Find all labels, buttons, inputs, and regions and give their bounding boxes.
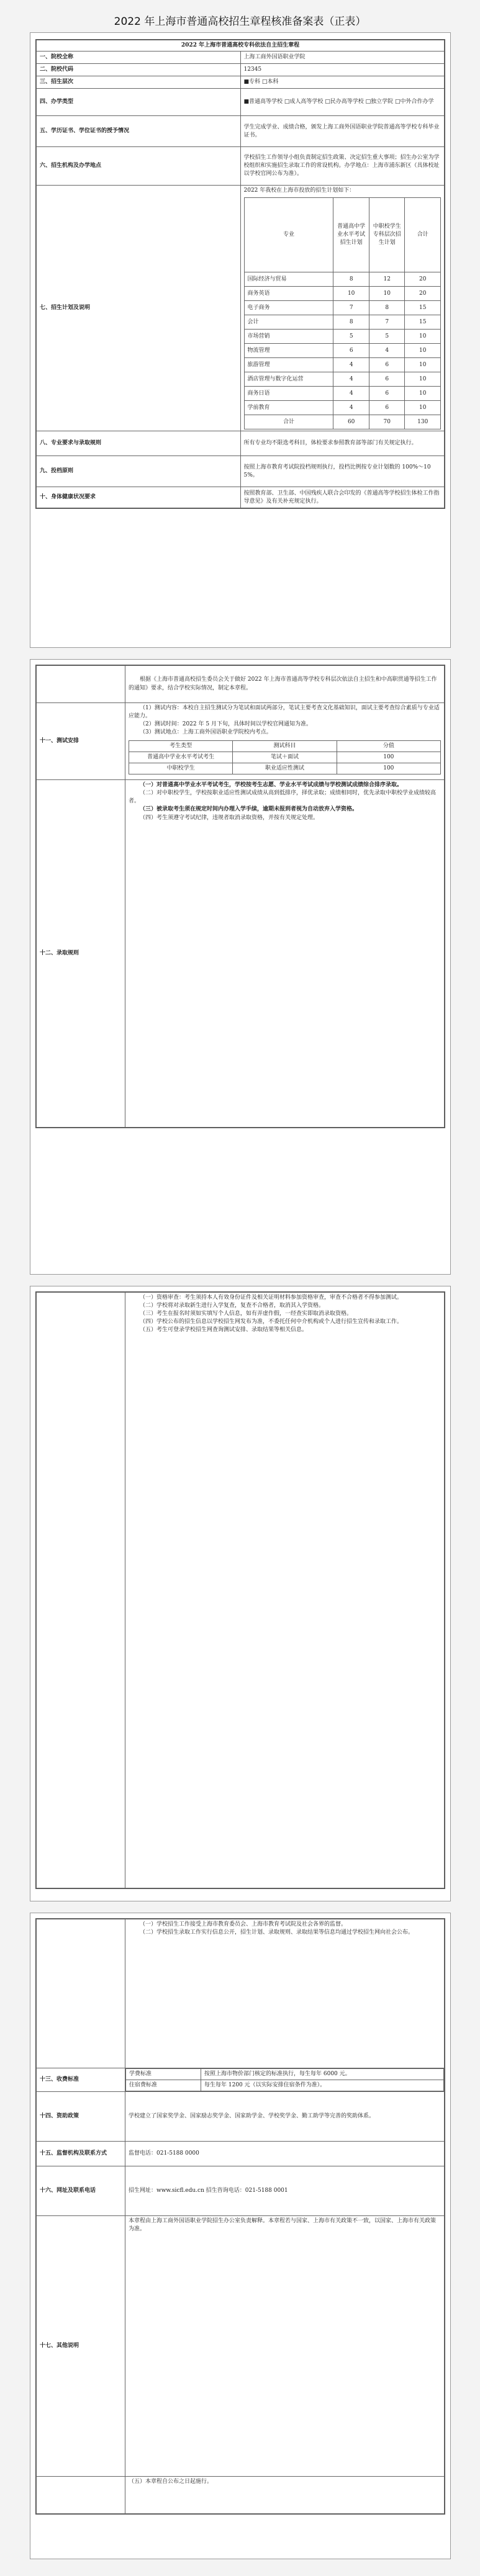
test-cell: 100: [337, 752, 440, 763]
test-cell: 普通高中学业水平考试考生: [129, 752, 233, 763]
plan-cell: 6: [333, 344, 369, 358]
content-cell: [125, 1919, 445, 2068]
row-label: 十七、其他说明: [37, 2216, 125, 2477]
plan-cell: 10: [405, 330, 441, 344]
form-table-2: [36, 665, 445, 1128]
form-table-4: [36, 1919, 445, 2514]
row-value: 招生网址：www.sicfl.edu.cn 招生咨询电话：021-5188 0001: [125, 2166, 445, 2216]
plan-cell: 7: [333, 301, 369, 315]
intro-text: 根据《上海市普通高校招生委员会关于做好 2022 年上海市普通高等学校专科层次依法自主招生和中高职贯通等招生工作的通知》要求，结合学校实际情况，制定本章程。: [125, 666, 445, 703]
plan-header: 普通高中学业水平考试招生计划: [333, 198, 369, 272]
test-header: 考生类型: [129, 741, 233, 752]
row-value: 本章程由上海工商外国语职业学院招生办公室负责解释。本章程若与国家、上海市有关政策不一致，以国家、上海市有关政策为准。: [125, 2216, 445, 2477]
row-label: 九、投档原则: [37, 456, 241, 487]
plan-cell: 6: [369, 401, 405, 415]
plan-cell: 4: [333, 358, 369, 372]
sheet-4: [30, 1913, 451, 2559]
form-header: 2022 年上海市普通高校专科依法自主招生章程: [37, 40, 445, 52]
plan-total: 130: [405, 415, 441, 429]
plan-cell: 会计: [244, 315, 333, 330]
content-cell: [125, 1293, 445, 1888]
row-label: 七、招生计划及说明: [37, 186, 241, 431]
test-header: 测试科目: [233, 741, 337, 752]
plan-cell: 6: [369, 358, 405, 372]
test-table: [129, 740, 441, 774]
para: （一）学校招生工作接受上海市教育委员会、上海市教育考试院及社会各界的监督。: [140, 1921, 347, 1928]
plan-cell: 5: [369, 330, 405, 344]
para: （3）测试地点：上海工商外国语职业学院校内考点。: [140, 729, 272, 736]
plan-cell: 12: [369, 272, 405, 287]
plan-header: 合计: [405, 198, 441, 272]
fees-cell: [125, 2068, 445, 2092]
plan-cell: 8: [333, 272, 369, 287]
row-value: 按照教育部、卫生部、中国残疾人联合会印发的《普通高等学校招生体检工作指导意见》及有关补充规定执行。: [240, 487, 445, 508]
plan-cell: 10: [369, 287, 405, 301]
para: （三）被录取考生须在规定时间内办理入学手续，逾期未报到者视为自动放弃入学资格。: [140, 806, 358, 813]
para: （一）对普通高中学业水平考试考生，学校按考生志愿、学业水平考试成绩与学校测试成绩综合排序录取。: [140, 782, 403, 789]
row-label: 六、招生机构及办学地点: [37, 147, 241, 186]
test-cell: 职业适应性测试: [233, 763, 337, 774]
row-label: 十五、监督机构及联系方式: [37, 2142, 125, 2166]
plan-cell: 6: [369, 387, 405, 401]
row-value: 学校招生工作领导小组负责制定招生政策、决定招生重大事项；招生办公室为学校组织和实施招生录取工作的常设机构。办学地点：上海市浦东新区（具体校址以学校官网公布为准）。: [240, 147, 445, 186]
plan-total: 合计: [244, 415, 333, 429]
row-value: 监督电话：021-5188 0000: [125, 2142, 445, 2166]
plan-cell: 20: [405, 287, 441, 301]
row-value: ■专科 □本科: [240, 76, 445, 89]
plan-cell: 10: [405, 387, 441, 401]
plan-cell: 8: [369, 301, 405, 315]
page-title: 2022 年上海市普通高校招生章程核准备案表（正表）: [114, 16, 366, 28]
plan-cell: 10: [405, 372, 441, 387]
fee-key: 住宿费标准: [126, 2080, 201, 2091]
fees-table: [125, 2068, 444, 2091]
para: （二）对中职校学生，学校按职业适应性测试成绩从高到低排序，择优录取；成绩相同时，优先录取中职校学业成绩较高者。: [129, 790, 437, 805]
plan-cell: 4: [333, 401, 369, 415]
para: （四）学校公布的招生信息以学校招生网发布为准，不委托任何中介机构或个人进行招生宣传和录取工作。: [140, 1319, 403, 1326]
fee-value: 每生每年 1200 元（以实际安排住宿条件为准）。: [201, 2080, 444, 2091]
row-label: 十二、录取规则: [37, 780, 125, 1128]
row-label: 二、院校代码: [37, 64, 241, 76]
row-value: 所有专业均不限选考科目，体检要求参照教育部等部门有关规定执行。: [240, 431, 445, 456]
sheet-2: [30, 659, 451, 1275]
plan-cell: 商务日语: [244, 387, 333, 401]
plan-cell: 6: [369, 372, 405, 387]
row-label: 十六、网址及联系电话: [37, 2166, 125, 2216]
para: （2）测试时间：2022 年 5 月下旬，具体时间以学校官网通知为准。: [140, 721, 312, 728]
fee-value: 按照上海市物价部门核定的标准执行，每生每年 6000 元。: [201, 2069, 444, 2080]
plan-cell: 4: [333, 387, 369, 401]
row-value: 12345: [240, 64, 445, 76]
plan-total: 70: [369, 415, 405, 429]
sheet-1: [30, 32, 451, 648]
form-table-3: [36, 1292, 445, 1888]
plan-cell: 学前教育: [244, 401, 333, 415]
row-label: 十一、测试安排: [37, 703, 125, 780]
para: （三）考生在报名时须如实填写个人信息，如有弄虚作假，一经查实即取消录取资格。: [140, 1311, 353, 1317]
para: （1）测试内容：本校自主招生测试分为笔试和面试两部分，笔试主要考查文化基础知识，面试主要考查综合素质与专业适应能力。: [129, 705, 440, 720]
row-label: 十三、收费标准: [37, 2068, 125, 2092]
test-header: 分值: [337, 741, 440, 752]
plan-cell: 国际经济与贸易: [244, 272, 333, 287]
row-value: 上海工商外国语职业学院: [240, 52, 445, 64]
test-cell: 中职校学生: [129, 763, 233, 774]
row-value: 学生完成学业、成绩合格，颁发上海工商外国语职业学院普通高等学校专科毕业证书。: [240, 116, 445, 147]
plan-cell: 4: [369, 344, 405, 358]
fee-key: 学费标准: [126, 2069, 201, 2080]
para: （四）考生须遵守考试纪律，违规者取消录取资格，并按有关规定处理。: [140, 814, 319, 821]
para: （二）学校招生录取工作实行信息公开，招生计划、录取规则、录取结果等信息均通过学校招生网向社会公布。: [140, 1929, 414, 1936]
row-label: 十四、资助政策: [37, 2092, 125, 2142]
row-value: 学校建立了国家奖学金、国家励志奖学金、国家助学金、学校奖学金、勤工助学等完善的奖助体系。: [125, 2092, 445, 2142]
plan-cell: 4: [333, 372, 369, 387]
plan-total: 60: [333, 415, 369, 429]
foot-text: （五）本章程自公布之日起施行。: [125, 2477, 445, 2514]
plan-cell: [240, 186, 445, 431]
plan-cell: 10: [405, 358, 441, 372]
row-label: 八、专业要求与录取规则: [37, 431, 241, 456]
plan-cell: 8: [333, 315, 369, 330]
para: （五）考生可登录学校招生网查询测试安排、录取结果等相关信息。: [140, 1327, 308, 1334]
plan-header: 中职校学生专科层次招生计划: [369, 198, 405, 272]
test-cell: [125, 703, 445, 780]
plan-cell: 10: [333, 287, 369, 301]
plan-cell: 5: [333, 330, 369, 344]
plan-cell: 15: [405, 315, 441, 330]
plan-cell: 10: [405, 401, 441, 415]
plan-cell: 10: [405, 344, 441, 358]
test-cell: 笔试＋面试: [233, 752, 337, 763]
plan-cell: 电子商务: [244, 301, 333, 315]
plan-cell: 20: [405, 272, 441, 287]
admission-cell: [125, 780, 445, 1128]
row-label: 十、身体健康状况要求: [37, 487, 241, 508]
plan-cell: 酒店管理与数字化运营: [244, 372, 333, 387]
para: （一）资格审查：考生须持本人有效身份证件及相关证明材料参加资格审查，审查不合格者不得参加测试。: [140, 1295, 403, 1301]
plan-cell: 物流管理: [244, 344, 333, 358]
row-label: 三、招生层次: [37, 76, 241, 89]
test-cell: 100: [337, 763, 440, 774]
plan-cell: 市场营销: [244, 330, 333, 344]
row-label: 四、办学类型: [37, 89, 241, 116]
form-table-1: [36, 40, 445, 508]
plan-cell: 旅游管理: [244, 358, 333, 372]
row-value: ■普通高等学校 □成人高等学校 □民办高等学校 □独立学院 □中外合作办学: [240, 89, 445, 116]
plan-header: 专业: [244, 198, 333, 272]
plan-cell: 15: [405, 301, 441, 315]
plan-cell: 7: [369, 315, 405, 330]
sheet-3: [30, 1286, 451, 1901]
row-value: 按照上海市教育考试院投档规则执行，投档比例按专业计划数的 100%～105%。: [240, 456, 445, 487]
plan-intro: 2022 年我校在上海市投放的招生计划如下：: [243, 187, 355, 194]
row-label: 五、学历证书、学位证书的授予情况: [37, 116, 241, 147]
plan-cell: 商务英语: [244, 287, 333, 301]
row-label: 一、院校全称: [37, 52, 241, 64]
plan-table: [244, 197, 442, 429]
para: （二）学校将对录取新生进行入学复查，复查不合格者，取消其入学资格。: [140, 1303, 325, 1309]
